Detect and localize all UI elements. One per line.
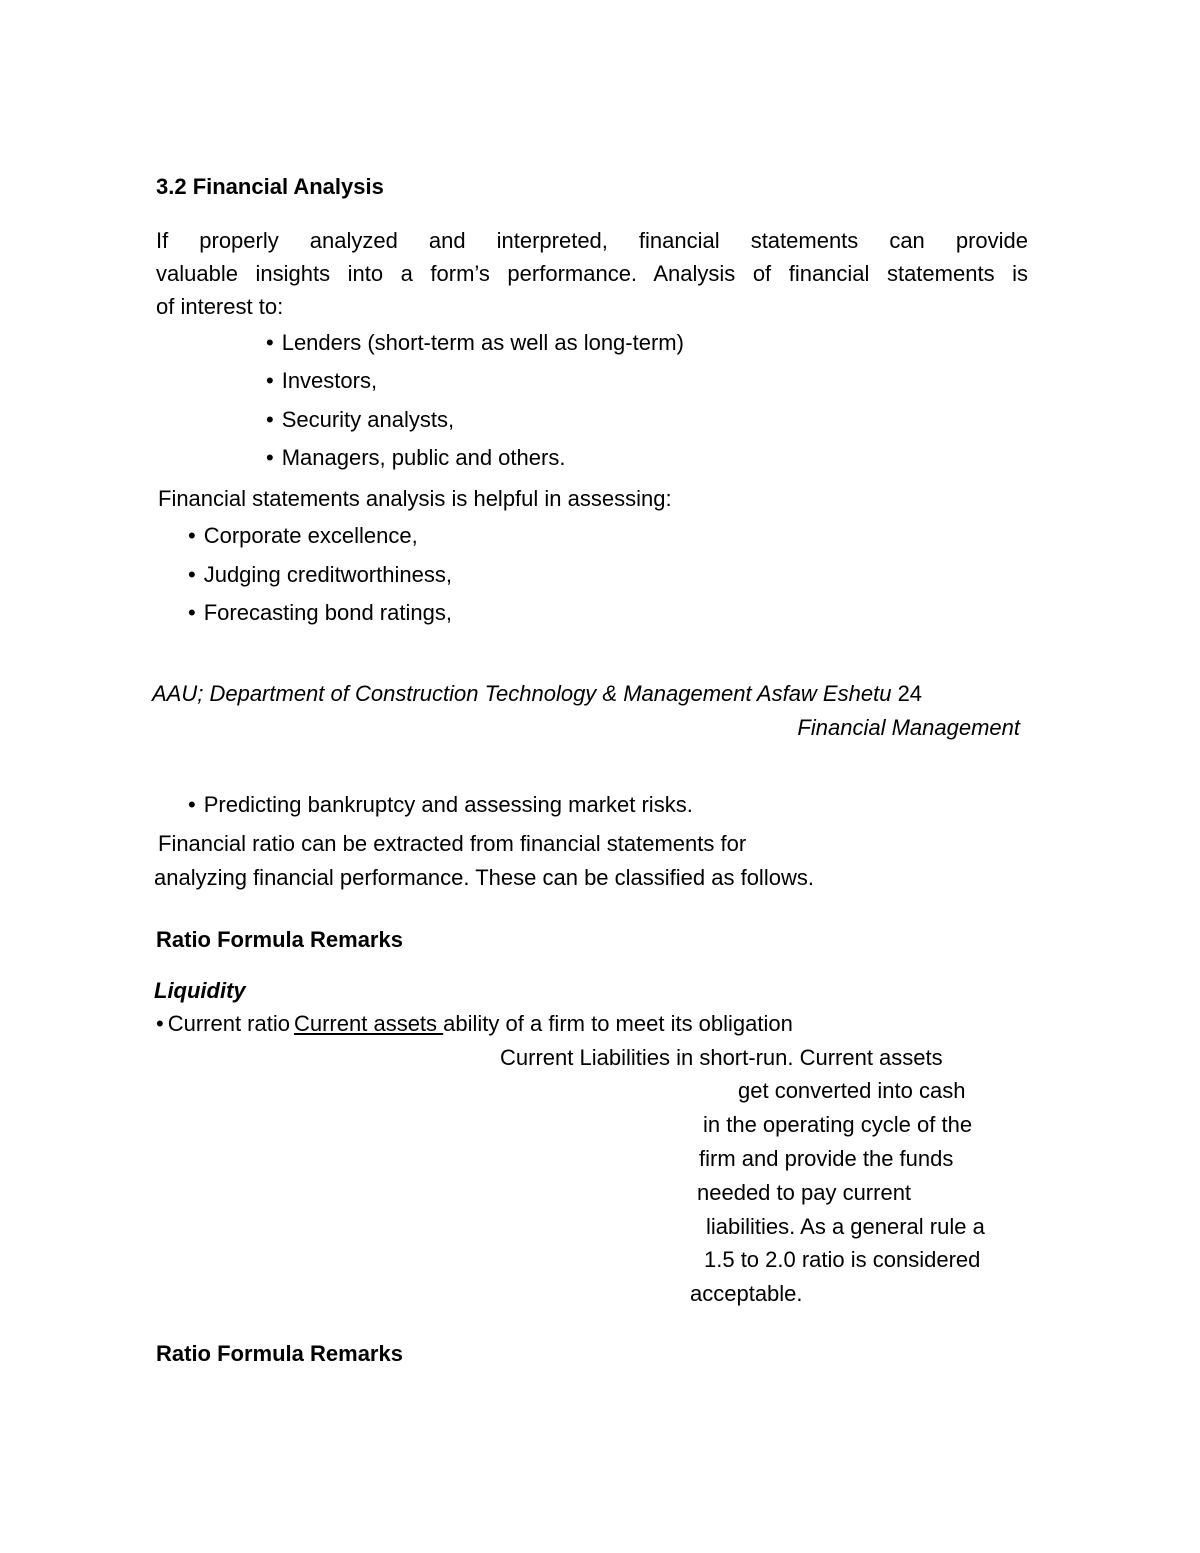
list-item-label: Judging creditworthiness, [203, 562, 452, 587]
section-heading: 3.2 Financial Analysis [156, 174, 384, 199]
list-item-security-analysts [266, 405, 454, 435]
remark-line: firm and provide the funds [699, 1146, 954, 1171]
bullet-icon: • [156, 1011, 164, 1036]
bullet-icon: • [188, 792, 196, 817]
page-number: 24 [897, 681, 923, 706]
list-item-label: Forecasting bond ratings, [203, 600, 452, 625]
footer-author: AAU; Department of Construction Technology & Management Asfaw Eshetu [152, 681, 892, 706]
bullet-icon: • [188, 600, 196, 625]
bullet-icon: • [266, 445, 274, 470]
remark-text: in short-run. Current assets [676, 1045, 943, 1070]
list-item-bankruptcy [188, 790, 693, 820]
list-item-label: Security analysts, [281, 407, 455, 432]
formula-denominator: Current Liabilities [500, 1045, 670, 1070]
list-item-label: Corporate excellence, [203, 523, 418, 548]
remark-line: get converted into cash [738, 1078, 966, 1103]
list-item-corporate-excellence [188, 521, 418, 551]
list-item-lenders [266, 328, 684, 358]
ratio-intro-line-2: analyzing financial performance. These can be classified as follows. [154, 865, 814, 890]
remark-text: ability of a firm to meet its obligation [443, 1011, 793, 1036]
bullet-icon: • [188, 562, 196, 587]
current-ratio-row-2 [500, 1043, 943, 1073]
assess-intro: Financial statements analysis is helpful in assessing: [158, 486, 672, 511]
intro-paragraph-line-1: If properly analyzed and interpreted, financial statements can provide [156, 228, 1028, 253]
bullet-icon: • [188, 523, 196, 548]
remark-line: 1.5 to 2.0 ratio is considered [704, 1247, 981, 1272]
bullet-icon: • [266, 407, 274, 432]
list-item-bond-ratings [188, 598, 452, 628]
ratio-intro-line-1: Financial ratio can be extracted from financial statements for [158, 831, 747, 856]
list-item-label: Managers, public and others. [281, 445, 566, 470]
list-item-managers [266, 443, 565, 473]
remark-line: in the operating cycle of the [703, 1112, 973, 1137]
intro-paragraph-line-2: valuable insights into a form’s performance. Analysis of financial statements is [156, 261, 1028, 286]
list-item-label: Lenders (short-term as well as long-term) [281, 330, 684, 355]
category-liquidity: Liquidity [154, 978, 246, 1003]
formula-numerator: Current assets [293, 1011, 444, 1036]
list-item-label: Investors, [281, 368, 378, 393]
current-ratio-row [156, 1009, 793, 1039]
list-item-investors [266, 366, 377, 396]
bullet-icon: • [266, 330, 274, 355]
table-header: Ratio Formula Remarks [156, 927, 403, 952]
table-header-repeat: Ratio Formula Remarks [156, 1341, 403, 1366]
page-footer-line-1 [152, 679, 922, 709]
remark-line: acceptable. [690, 1281, 803, 1306]
page-footer-line-2: Financial Management [797, 715, 1020, 740]
intro-paragraph-line-3: of interest to: [156, 294, 284, 319]
bullet-icon: • [266, 368, 274, 393]
list-item-creditworthiness [188, 560, 452, 590]
list-item-label: Predicting bankruptcy and assessing market risks. [203, 792, 693, 817]
remark-line: liabilities. As a general rule a [706, 1214, 985, 1239]
ratio-name: Current ratio [167, 1011, 290, 1036]
remark-line: needed to pay current [697, 1180, 912, 1205]
